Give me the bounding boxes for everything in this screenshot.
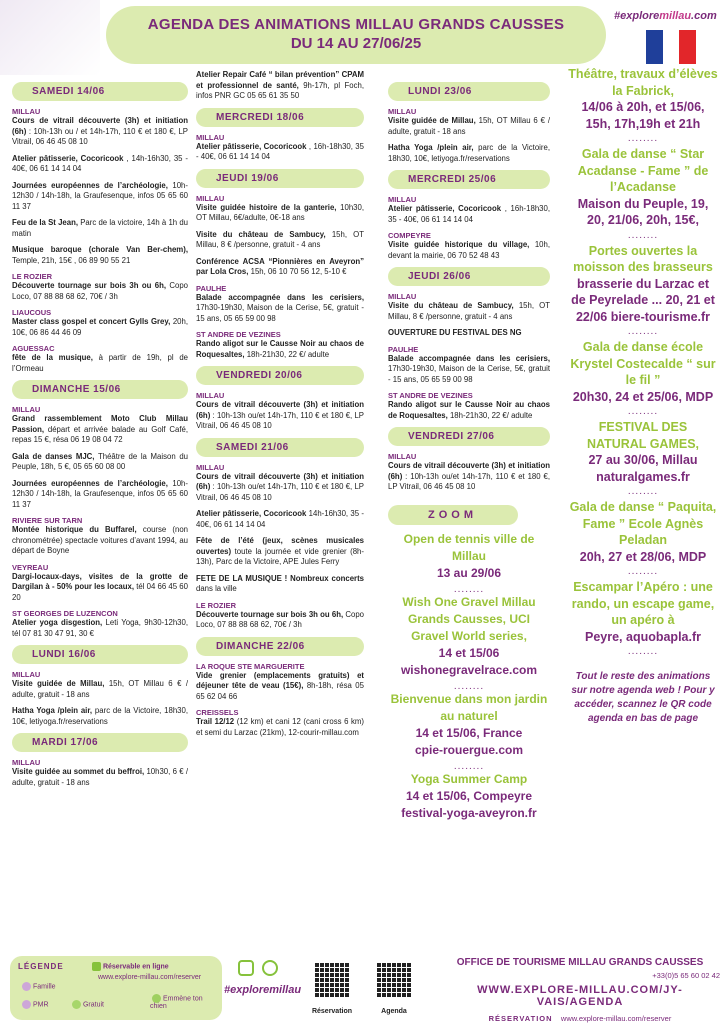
event-item bbox=[12, 767, 188, 788]
location-label: AGUESSAC bbox=[12, 344, 55, 353]
event-details: 10h-12h30 / 14h-18h, la Graufesenque, infos 05 65 60 11 37 bbox=[12, 180, 188, 211]
day-header: JEUDI 26/06 bbox=[388, 267, 550, 286]
event-details: Copo Loco, 07 88 88 68 62, 70€ / 3h bbox=[196, 609, 364, 629]
event-details: toute la journée et vide grenier (8h-13h), Parc de la Victoire, APE Jules Ferry bbox=[196, 546, 364, 566]
event-details: : 10h-13h ou/et 14h-17h, 110 € et 180 €, LP Vitrail, 06 46 45 08 10 bbox=[196, 482, 364, 502]
day-header: SAMEDI 21/06 bbox=[196, 438, 364, 457]
event-item bbox=[196, 509, 364, 530]
event-title: Cours de vitrail découverte (3h) et initiation (6h) bbox=[388, 461, 550, 481]
event-details: 10h, devant la mairie, 06 70 52 48 43 bbox=[388, 240, 550, 260]
event-title: FETE DE LA MUSIQUE ! Nombreux concerts bbox=[196, 573, 364, 583]
day-header: MERCREDI 18/06 bbox=[196, 108, 364, 127]
event-item bbox=[12, 154, 188, 175]
highlight-item bbox=[568, 419, 718, 485]
day-header: DIMANCHE 22/06 bbox=[196, 637, 364, 656]
zoom-item bbox=[388, 594, 550, 679]
event-item bbox=[196, 257, 364, 278]
instagram-icon[interactable] bbox=[262, 960, 278, 976]
zoom-item bbox=[388, 691, 550, 759]
highlight-title: Portes ouvertes la moisson des brasseurs bbox=[573, 243, 713, 274]
highlight-item bbox=[568, 339, 718, 405]
zoom-p: 14 et 15/06, Compeyre bbox=[405, 788, 533, 803]
event-title: Rando aligot sur le Causse Noir au chaos de Roquesaltes, bbox=[388, 400, 550, 420]
zoom-p: 14 et 15/06, France bbox=[415, 725, 523, 740]
event-details: , 16h-18h30, 35 - 40€, 06 61 14 14 04 bbox=[196, 141, 364, 161]
event-title: Dargi-locaux-days, visites de la grotte de Dargilan à - 50% pour les locaux, bbox=[12, 571, 188, 591]
event-item bbox=[12, 679, 188, 700]
office-name: OFFICE DE TOURISME MILLAU GRANDS CAUSSES bbox=[456, 957, 704, 968]
highlight-title: Gala de danse école Krystel Costecalde “ sur le fil ” bbox=[570, 340, 716, 387]
event-title: Vide grenier (emplacements gratuits) et déjeuner tête de veau (15€), bbox=[196, 670, 364, 690]
event-item bbox=[12, 706, 188, 727]
event-title: Musique baroque (chorale Van Ber-chem), bbox=[12, 245, 188, 254]
highlight-item bbox=[568, 66, 718, 132]
event-details: 18h-21h30, 22 €/ adulte bbox=[244, 349, 330, 359]
column-3 bbox=[388, 78, 550, 826]
qr-agenda[interactable] bbox=[376, 962, 412, 998]
event-details: départ et arrivée balade au Golf Café, repas 15 €, résa 06 19 08 04 72 bbox=[12, 424, 188, 444]
event-details: : 10h-13h ou/et 14h-17h, 110 € et 180 €, LP Vitrail, 06 46 45 08 10 bbox=[196, 410, 364, 430]
cart-icon bbox=[92, 962, 101, 971]
event-title: Visite guidée histoire de la ganterie, bbox=[196, 202, 337, 212]
legend-online: Réservable en ligne bbox=[90, 962, 169, 971]
event-title: Journées européennes de l’archéologie, bbox=[12, 478, 168, 488]
zoom-g: Wish One Gravel Millau Grands Causses, UCI Gravel World series, bbox=[402, 594, 536, 643]
location-label: ST GEORGES DE LUZENCON bbox=[12, 609, 118, 618]
event-details: 18h-21h30, 22 €/ adulte bbox=[447, 410, 533, 420]
event-details: 10h30, 6 € / adulte, gratuit - 18 ans bbox=[12, 767, 189, 787]
highlight-item bbox=[568, 146, 718, 229]
highlight-title: Escampar l’Apéro : une rando, un escape game, un apéro à bbox=[571, 580, 715, 627]
zoom-item bbox=[388, 771, 550, 822]
event-title: Atelier pâtisserie, Cocoricook bbox=[196, 509, 307, 518]
event-item bbox=[12, 525, 188, 557]
highlight-title: Gala de danse “ Star Acadanse - Fame ” de l’Acadanse bbox=[577, 147, 709, 194]
day-header: JEUDI 19/06 bbox=[196, 169, 364, 188]
event-details: 17h30-19h30, Maison de la Cerise, 5€, gratuit - 15 ans, 05 65 59 00 98 bbox=[196, 303, 364, 323]
agenda-link[interactable]: WWW.EXPLORE-MILLAU.COM/JY-VAIS/AGENDA bbox=[477, 984, 683, 1008]
event-title: Master class gospel et concert Gylls Grey, bbox=[12, 317, 171, 326]
event-details: dans la ville bbox=[196, 584, 237, 593]
event-item bbox=[388, 328, 550, 339]
event-title: Conférence ACSA “Pionnières en Aveyron” par Lola Cros, bbox=[196, 256, 364, 276]
location-label: ST ANDRE DE VEZINES bbox=[388, 391, 473, 400]
event-item bbox=[12, 218, 188, 239]
event-title: Hatha Yoga /plein air, bbox=[12, 706, 93, 715]
highlight-details: Peyre, aquobapla.fr bbox=[584, 629, 701, 644]
legend-family: Famille bbox=[20, 982, 56, 991]
location-label: ST ANDRE DE VEZINES bbox=[196, 330, 281, 339]
event-details: 15h, OT Millau, 8 € /personne, gratuit - 4 ans bbox=[196, 229, 365, 249]
brand-logo: #exploremillau.com bbox=[614, 10, 717, 22]
separator: ........ bbox=[627, 406, 659, 417]
event-title: Journées européennes de l’archéologie, bbox=[12, 180, 168, 190]
event-title: Découverte tournage sur bois 3h ou 6h, bbox=[12, 281, 166, 290]
highlight-details: 27 au 30/06, Millau naturalgames.fr bbox=[588, 453, 698, 484]
event-item bbox=[388, 116, 550, 137]
zoom-g: Open de tennis ville de Millau bbox=[403, 531, 535, 563]
highlight-item bbox=[568, 579, 718, 645]
event-item bbox=[12, 572, 188, 604]
location-label: MILLAU bbox=[388, 195, 417, 204]
event-details: , 14h-16h30, 35 - 40€, 06 61 14 14 04 bbox=[12, 153, 188, 173]
location-label: PAULHE bbox=[196, 283, 227, 293]
event-details: 15h, OT Millau, 8 € /personne, gratuit - 4 ans bbox=[388, 301, 551, 321]
event-title: Visite guidée historique du village, bbox=[388, 240, 530, 249]
french-flag-icon bbox=[646, 30, 696, 64]
event-title: Montée historique du Buffarel, bbox=[12, 525, 137, 534]
zoom-p2: festival-yoga-aveyron.fr bbox=[401, 805, 537, 820]
highlight-title: Gala de danse “ Paquita, Fame ” Ecole Agnès Peladan bbox=[569, 500, 717, 547]
location-label: MILLAU bbox=[388, 292, 417, 301]
event-item bbox=[196, 339, 364, 360]
column-4 bbox=[568, 66, 718, 726]
event-details: tél 04 66 45 60 20 bbox=[12, 582, 188, 602]
day-header: SAMEDI 14/06 bbox=[12, 82, 188, 101]
separator: ........ bbox=[627, 646, 659, 657]
zoom-g: Yoga Summer Camp bbox=[410, 771, 528, 786]
event-title: Visite guidée de Millau, bbox=[12, 679, 105, 688]
separator: ........ bbox=[627, 566, 659, 577]
header-illustration bbox=[0, 0, 100, 75]
location-label: MILLAU bbox=[12, 670, 41, 679]
event-title: Atelier yoga disgestion, bbox=[12, 618, 103, 627]
highlight-title: FESTIVAL DES NATURAL GAMES, bbox=[586, 420, 700, 451]
event-item bbox=[12, 116, 188, 148]
event-item bbox=[12, 245, 188, 266]
separator: ........ bbox=[627, 133, 659, 144]
event-item bbox=[196, 574, 364, 595]
day-header: LUNDI 23/06 bbox=[388, 82, 550, 101]
location-label: LIAUCOUS bbox=[12, 308, 52, 317]
event-details: 15h, OT Millau 6 € / adulte, gratuit - 18 ans bbox=[388, 116, 550, 136]
event-title: Trail 12/12 bbox=[196, 717, 235, 726]
event-details: Leti Yoga, 9h30-12h30, tél 07 81 30 47 91, 30 € bbox=[12, 618, 188, 638]
event-title: Hatha Yoga /plein air, bbox=[388, 143, 474, 152]
event-details: Parc de la victoire, 14h à 1h du matin bbox=[12, 218, 188, 238]
event-details: 14h-16h30, 35 - 40€, 06 61 14 14 04 bbox=[196, 509, 364, 529]
zoom-item bbox=[388, 531, 550, 582]
event-item bbox=[196, 142, 364, 163]
event-details: Temple, 21h, 15€ , 06 89 90 55 21 bbox=[12, 255, 131, 265]
highlight-item bbox=[568, 243, 718, 326]
event-item bbox=[196, 400, 364, 432]
legend-pmr: PMR bbox=[20, 1000, 49, 1009]
event-title: Atelier pâtisserie, Cocoricook bbox=[12, 153, 124, 163]
separator: ........ bbox=[627, 486, 659, 497]
event-details: Copo Loco, 07 88 88 68 62, 70€ / 3h bbox=[12, 281, 188, 301]
zoom-header: ZOOM bbox=[388, 505, 518, 525]
reservation-link[interactable]: RÉSERVATION www.explore-millau.com/reserver bbox=[488, 1014, 672, 1023]
location-label: MILLAU bbox=[12, 758, 41, 767]
location-label: MILLAU bbox=[12, 405, 41, 414]
event-title: Balade accompagnée dans les cerisiers, bbox=[388, 353, 550, 363]
event-item bbox=[196, 70, 364, 102]
location-label: LA ROQUE STE MARGUERITE bbox=[196, 661, 305, 671]
event-item bbox=[12, 281, 188, 302]
event-title: Atelier pâtisserie, Cocoricook bbox=[388, 204, 502, 213]
location-label: MILLAU bbox=[388, 107, 417, 116]
event-details: : 10h-13h ou/et 14h-17h, 110 € et 180 €, LP Vitrail, 06 46 45 08 10 bbox=[388, 471, 550, 491]
event-details: course (non chronométrée) spectacle voitures d’avant 1994, au départ de Boyne bbox=[12, 525, 189, 555]
event-title: Visite guidée de Millau, bbox=[388, 116, 476, 125]
day-header: LUNDI 16/06 bbox=[12, 645, 188, 664]
event-title: Gala de danses MJC, bbox=[12, 451, 95, 461]
event-item bbox=[196, 717, 364, 738]
event-details: 15h, 06 10 70 56 12, 5-10 € bbox=[248, 267, 347, 276]
location-label: COMPEYRE bbox=[388, 231, 431, 240]
event-title: Fête de l’été (jeux, scènes musicales ouvertes) bbox=[196, 536, 364, 556]
event-item bbox=[12, 618, 188, 639]
event-item bbox=[388, 354, 550, 386]
location-label: MILLAU bbox=[388, 452, 417, 461]
location-label: MILLAU bbox=[196, 391, 225, 400]
event-details: 8h-18h, résa 05 65 62 04 66 bbox=[196, 681, 364, 701]
location-label: MILLAU bbox=[196, 193, 225, 203]
event-item bbox=[196, 293, 364, 325]
event-title: Cours de vitrail découverte (3h) et initiation (6h) bbox=[196, 471, 364, 491]
event-item bbox=[388, 240, 550, 261]
event-title: Atelier pâtisserie, Cocoricook bbox=[196, 141, 307, 151]
event-details: 10h-12h30 / 14h-18h, la Graufesenque, infos 05 65 60 11 37 bbox=[12, 478, 188, 509]
event-details: 15h, OT Millau 6 € / adulte, gratuit - 18 ans bbox=[12, 679, 188, 699]
day-header: MERCREDI 25/06 bbox=[388, 170, 550, 189]
event-item bbox=[196, 203, 364, 224]
separator: ........ bbox=[627, 326, 659, 337]
qr-agenda-label: Agenda bbox=[381, 1008, 407, 1015]
location-label: LE ROZIER bbox=[12, 272, 53, 281]
event-title: Visite guidée au sommet du beffroi, bbox=[12, 767, 145, 776]
location-label: CREISSELS bbox=[196, 708, 239, 717]
event-item bbox=[196, 671, 364, 703]
location-label: RIVIERE SUR TARN bbox=[12, 516, 83, 525]
event-title: Visite du château de Sambucy, bbox=[196, 229, 326, 239]
separator: ........ bbox=[627, 229, 659, 241]
event-item bbox=[12, 317, 188, 338]
day-header: DIMANCHE 15/06 bbox=[12, 380, 188, 399]
page-title: AGENDA DES ANIMATIONS MILLAU GRANDS CAUSSES bbox=[147, 16, 565, 33]
qr-reservation-label: Réservation bbox=[311, 1008, 353, 1015]
location-label: MILLAU bbox=[196, 462, 225, 472]
event-title: Cours de vitrail découverte (3h) et initiation (6h) bbox=[196, 400, 364, 420]
location-label: MILLAU bbox=[196, 132, 225, 142]
event-item bbox=[12, 414, 188, 446]
event-item bbox=[388, 400, 550, 421]
zoom-p2: cpie-rouergue.com bbox=[414, 742, 524, 757]
event-title: fête de la musique, bbox=[12, 353, 93, 362]
legend-url[interactable]: www.explore-millau.com/reserver bbox=[98, 974, 202, 981]
event-item bbox=[12, 181, 188, 213]
legend bbox=[10, 956, 222, 1020]
event-item bbox=[12, 452, 188, 473]
zoom-p: 13 au 29/06 bbox=[436, 565, 502, 580]
event-item bbox=[196, 610, 364, 631]
page-subtitle: DU 14 AU 27/06/25 bbox=[290, 35, 422, 52]
event-title: Balade accompagnée dans les cerisiers, bbox=[196, 292, 364, 302]
euro-icon bbox=[72, 1000, 81, 1009]
event-details: parc de la Victoire, 18h30, 10€, letiyoga.fr/reservations bbox=[12, 706, 188, 726]
event-item bbox=[388, 143, 550, 164]
day-header: VENDREDI 20/06 bbox=[196, 366, 364, 385]
separator: ........ bbox=[453, 583, 485, 595]
separator: ........ bbox=[453, 680, 485, 692]
event-item bbox=[196, 472, 364, 504]
event-details: 17h30-19h30, Maison de la Cerise, 5€, gratuit - 15 ans, 05 65 59 00 98 bbox=[388, 364, 550, 384]
event-item bbox=[388, 301, 550, 322]
event-title: Rando aligot sur le Causse Noir au chaos de Roquesaltes, bbox=[196, 339, 364, 359]
separator: ........ bbox=[453, 760, 485, 772]
column-1 bbox=[12, 78, 188, 794]
day-header: VENDREDI 27/06 bbox=[388, 427, 550, 446]
highlight-item bbox=[568, 499, 718, 565]
event-details: 9h-17h, pl Foch, infos PNR GC 05 65 61 35 50 bbox=[196, 80, 365, 100]
event-item bbox=[12, 479, 188, 511]
event-title: Visite du château de Sambucy, bbox=[388, 301, 514, 310]
event-title: OUVERTURE DU FESTIVAL DES NG bbox=[388, 328, 522, 337]
paw-icon bbox=[152, 994, 161, 1003]
location-label: LE ROZIER bbox=[196, 600, 237, 610]
event-item bbox=[388, 461, 550, 493]
event-details: Théâtre de la Maison du Peuple, 18h, 5 €, 05 65 60 08 00 bbox=[12, 451, 189, 471]
event-title: Atelier Repair Café “ bilan prévention” CPAM et professionnel de santé, bbox=[196, 70, 364, 90]
event-title: Découverte tournage sur bois 3h ou 6h, bbox=[196, 609, 344, 619]
highlight-details: 20h30, 24 et 25/06, MDP bbox=[572, 389, 714, 404]
event-details: , 16h-18h30, 35 - 40€, 06 61 14 14 04 bbox=[388, 204, 550, 224]
event-details: parc de la Victoire, 18h30, 10€, letiyoga.fr/reservations bbox=[388, 143, 550, 163]
day-header: MARDI 17/06 bbox=[12, 733, 188, 752]
family-icon bbox=[22, 982, 31, 991]
footer-brand: #exploremillau bbox=[224, 984, 302, 996]
title-banner bbox=[106, 6, 606, 64]
legend-dog: Emmène ton chien bbox=[150, 995, 203, 1010]
legend-title: LÉGENDE bbox=[18, 962, 64, 971]
event-item bbox=[12, 353, 188, 374]
legend-free: Gratuit bbox=[70, 1000, 104, 1009]
zoom-p2: wishonegravelrace.com bbox=[400, 662, 538, 677]
event-details: 10h30, OT Millau, 6€/adulte, 0€-18 ans bbox=[196, 202, 364, 222]
highlight-details: brasserie du Larzac et de Peyrelade ... 20, 21 et 22/06 biere-tourisme.fr bbox=[571, 276, 715, 324]
event-details: (12 km) et cani 12 (cani cross 6 km) et semi du Larzac (21km), 12-courir-millau.com bbox=[196, 717, 364, 737]
highlight-details: 20h, 27 et 28/06, MDP bbox=[579, 549, 707, 564]
event-item bbox=[196, 230, 364, 251]
web-note: Tout le reste des animations sur notre agenda web ! Pour y accéder, scannez le QR code agenda en bas de page bbox=[571, 671, 715, 724]
event-item bbox=[388, 204, 550, 225]
zoom-p: 14 et 15/06 bbox=[438, 645, 500, 660]
office-info bbox=[440, 957, 720, 1023]
event-details: à partir de 19h, pl de l’Ormeau bbox=[12, 353, 188, 373]
highlight-title: Théâtre, travaux d’élèves la Fabrick, bbox=[568, 67, 718, 98]
highlight-details: 14/06 à 20h, et 15/06, 15h, 17h,19h et 21h bbox=[581, 100, 705, 131]
event-details: 20h, 10€, 06 86 44 46 09 bbox=[12, 317, 189, 337]
wheelchair-icon bbox=[22, 1000, 31, 1009]
facebook-icon[interactable] bbox=[238, 960, 254, 976]
highlight-details: Maison du Peuple, 19, 20, 21/06, 20h, 15€, bbox=[577, 196, 709, 227]
zoom-g: Bienvenue dans mon jardin au naturel bbox=[390, 691, 548, 723]
event-title: Cours de vitrail découverte (3h) et initiation (6h) bbox=[12, 116, 188, 136]
location-label: PAULHE bbox=[388, 344, 419, 354]
location-label: VEYREAU bbox=[12, 562, 49, 572]
office-phone: +33(0)5 65 60 02 42 bbox=[652, 971, 720, 980]
event-item bbox=[196, 536, 364, 568]
location-label: MILLAU bbox=[12, 107, 41, 116]
event-title: Grand rassemblement Moto Club Millau Passion, bbox=[12, 414, 188, 434]
event-details: : 10h-13h ou / et 14h-17h, 110 € et 180 €, LP Vitrail, 06 46 45 08 10 bbox=[12, 126, 188, 146]
qr-reservation[interactable] bbox=[314, 962, 350, 998]
event-title: Feu de la St Jean, bbox=[12, 218, 79, 227]
column-2 bbox=[196, 70, 364, 744]
